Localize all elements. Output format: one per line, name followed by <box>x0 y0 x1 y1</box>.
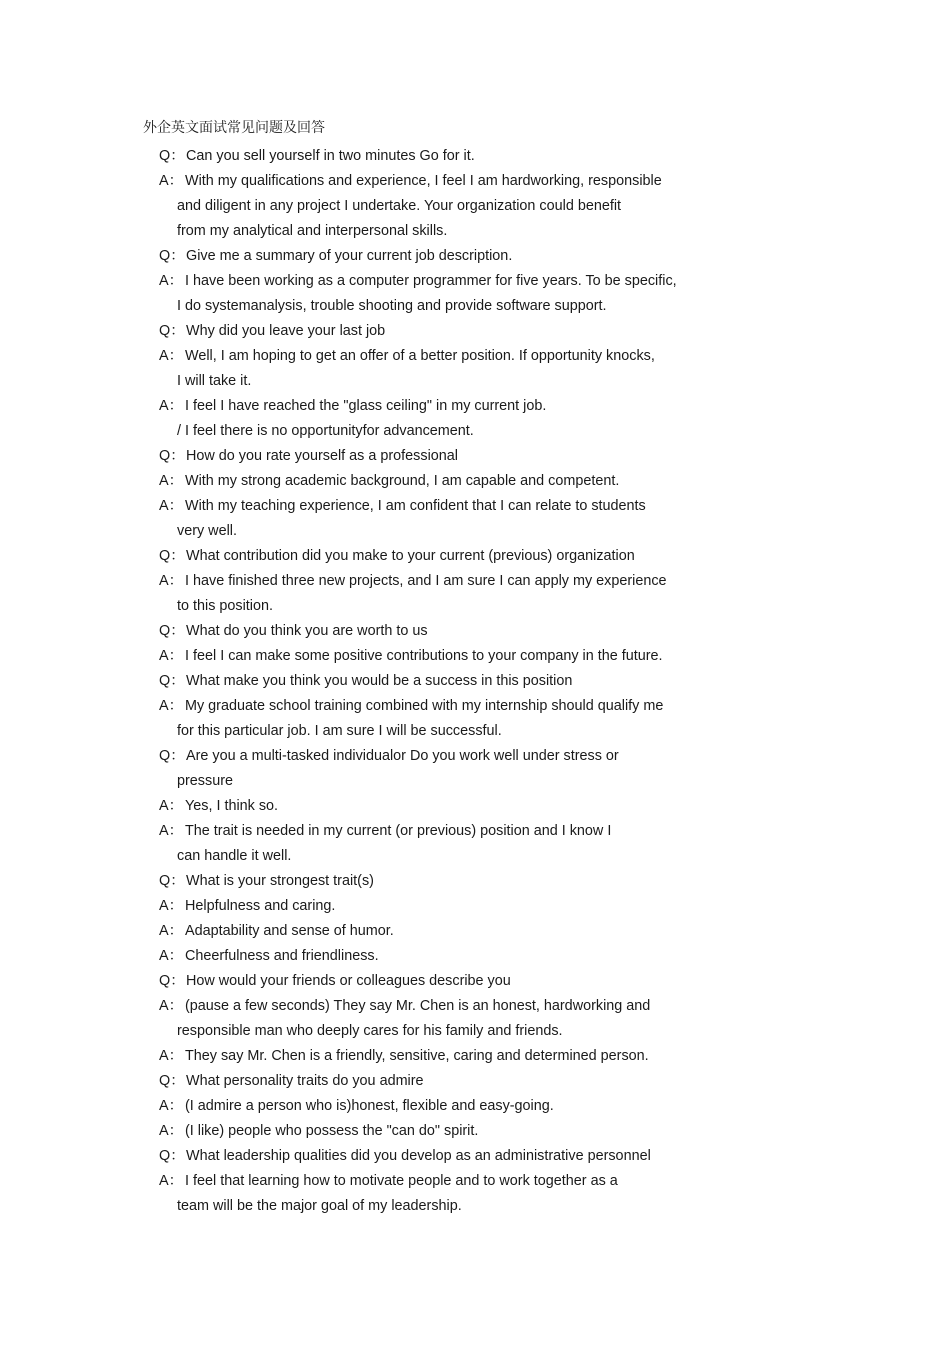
answer-prefix: A： <box>159 573 183 589</box>
entry-first-line <box>159 569 759 594</box>
entry-first-line <box>159 794 759 819</box>
question-text: What do you think you are worth to us <box>186 623 428 639</box>
question-item <box>159 969 759 994</box>
answer-text: I have been working as a computer programmer for five years. To be specific, <box>185 273 677 289</box>
answer-item <box>159 1094 759 1119</box>
entry-continuation-line <box>159 844 759 869</box>
entry-continuation-line <box>159 194 759 219</box>
entry-first-line <box>159 244 759 269</box>
question-text: What leadership qualities did you develop as an administrative personnel <box>186 1148 651 1164</box>
answer-item <box>159 494 759 544</box>
question-prefix: Q： <box>159 323 185 339</box>
answer-text: for this particular job. I am sure I will be successful. <box>177 723 502 739</box>
answer-prefix: A： <box>159 898 183 914</box>
answer-item <box>159 994 759 1044</box>
answer-item <box>159 469 759 494</box>
entry-first-line <box>159 619 759 644</box>
question-item <box>159 144 759 169</box>
answer-prefix: A： <box>159 998 183 1014</box>
question-prefix: Q： <box>159 448 185 464</box>
entry-first-line <box>159 494 759 519</box>
answer-prefix: A： <box>159 348 183 364</box>
question-prefix: Q： <box>159 748 185 764</box>
answer-item <box>159 569 759 619</box>
answer-prefix: A： <box>159 798 183 814</box>
answer-text: / I feel there is no opportunityfor advancement. <box>177 423 474 439</box>
question-item <box>159 1069 759 1094</box>
entry-continuation-line <box>159 594 759 619</box>
question-item <box>159 619 759 644</box>
answer-text: and diligent in any project I undertake. Your organization could benefit <box>177 198 622 214</box>
answer-text: responsible man who deeply cares for his family and friends. <box>177 1023 563 1039</box>
question-item <box>159 669 759 694</box>
answer-text: My graduate school training combined with my internship should qualify me <box>185 698 664 714</box>
question-item <box>159 544 759 569</box>
question-prefix: Q： <box>159 1148 185 1164</box>
entry-first-line <box>159 1094 759 1119</box>
answer-text: I feel I can make some positive contributions to your company in the future. <box>185 648 663 664</box>
question-text: What personality traits do you admire <box>186 1073 424 1089</box>
answer-item <box>159 944 759 969</box>
entry-continuation-line <box>159 419 759 444</box>
qa-list <box>159 144 759 1219</box>
answer-text: I feel I have reached the "glass ceiling" in my current job. <box>185 398 547 414</box>
question-text: What is your strongest trait(s) <box>186 873 374 889</box>
entry-first-line <box>159 1119 759 1144</box>
question-text: How would your friends or colleagues describe you <box>186 973 511 989</box>
question-item <box>159 1144 759 1169</box>
answer-prefix: A： <box>159 1048 183 1064</box>
question-prefix: Q： <box>159 548 185 564</box>
entry-continuation-line <box>159 519 759 544</box>
entry-continuation-line <box>159 1194 759 1219</box>
question-prefix: Q： <box>159 973 185 989</box>
question-prefix: Q： <box>159 673 185 689</box>
question-text: How do you rate yourself as a professional <box>186 448 458 464</box>
answer-item <box>159 894 759 919</box>
answer-text: team will be the major goal of my leadership. <box>177 1198 462 1214</box>
answer-prefix: A： <box>159 698 183 714</box>
entry-first-line <box>159 894 759 919</box>
answer-item <box>159 1044 759 1069</box>
answer-text: The trait is needed in my current (or previous) position and I know I <box>185 823 612 839</box>
entry-first-line <box>159 919 759 944</box>
question-item <box>159 244 759 269</box>
answer-text: (pause a few seconds) They say Mr. Chen is an honest, hardworking and <box>185 998 651 1014</box>
answer-prefix: A： <box>159 1173 183 1189</box>
answer-prefix: A： <box>159 398 183 414</box>
entry-first-line <box>159 869 759 894</box>
answer-item <box>159 169 759 244</box>
question-prefix: Q： <box>159 873 185 889</box>
answer-prefix: A： <box>159 648 183 664</box>
entry-first-line <box>159 344 759 369</box>
answer-item <box>159 1169 759 1219</box>
entry-first-line <box>159 669 759 694</box>
answer-prefix: A： <box>159 473 183 489</box>
question-prefix: Q： <box>159 248 185 264</box>
answer-text: I have finished three new projects, and I am sure I can apply my experience <box>185 573 667 589</box>
entry-first-line <box>159 1144 759 1169</box>
answer-text: I do systemanalysis, trouble shooting and provide software support. <box>177 298 607 314</box>
entry-continuation-line <box>159 769 759 794</box>
answer-text: (I like) people who possess the "can do" spirit. <box>185 1123 479 1139</box>
entry-continuation-line <box>159 369 759 394</box>
question-item <box>159 319 759 344</box>
answer-item <box>159 269 759 319</box>
document-title: 外企英文面试常见问题及回答 <box>143 120 325 136</box>
entry-continuation-line <box>159 719 759 744</box>
entry-first-line <box>159 694 759 719</box>
entry-first-line <box>159 969 759 994</box>
question-item <box>159 869 759 894</box>
answer-text: With my teaching experience, I am confident that I can relate to students <box>185 498 646 514</box>
answer-prefix: A： <box>159 923 183 939</box>
question-item <box>159 444 759 469</box>
answer-text: I feel that learning how to motivate people and to work together as a <box>185 1173 618 1189</box>
entry-first-line <box>159 319 759 344</box>
answer-prefix: A： <box>159 823 183 839</box>
question-text: Can you sell yourself in two minutes Go for it. <box>186 148 475 164</box>
question-text: What contribution did you make to your current (previous) organization <box>186 548 635 564</box>
answer-text: Cheerfulness and friendliness. <box>185 948 379 964</box>
question-text: Why did you leave your last job <box>186 323 386 339</box>
answer-text: I will take it. <box>177 373 252 389</box>
answer-item <box>159 644 759 669</box>
answer-text: They say Mr. Chen is a friendly, sensitive, caring and determined person. <box>185 1048 649 1064</box>
answer-prefix: A： <box>159 1123 183 1139</box>
entry-first-line <box>159 1169 759 1194</box>
question-text: Give me a summary of your current job description. <box>186 248 513 264</box>
answer-text: (I admire a person who is)honest, flexible and easy-going. <box>185 1098 554 1114</box>
entry-first-line <box>159 944 759 969</box>
answer-text: from my analytical and interpersonal skills. <box>177 223 448 239</box>
entry-first-line <box>159 994 759 1019</box>
answer-text: With my strong academic background, I am capable and competent. <box>185 473 620 489</box>
answer-text: Well, I am hoping to get an offer of a better position. If opportunity knocks, <box>185 348 655 364</box>
entry-first-line <box>159 1044 759 1069</box>
answer-text: Adaptability and sense of humor. <box>185 923 394 939</box>
answer-prefix: A： <box>159 498 183 514</box>
answer-prefix: A： <box>159 273 183 289</box>
answer-item <box>159 794 759 819</box>
entry-first-line <box>159 644 759 669</box>
entry-first-line <box>159 444 759 469</box>
answer-text: With my qualifications and experience, I feel I am hardworking, responsible <box>185 173 662 189</box>
answer-text: Helpfulness and caring. <box>185 898 336 914</box>
question-prefix: Q： <box>159 623 185 639</box>
answer-prefix: A： <box>159 948 183 964</box>
entry-first-line <box>159 269 759 294</box>
answer-item <box>159 394 759 444</box>
entry-first-line <box>159 394 759 419</box>
question-item <box>159 744 759 794</box>
answer-text: can handle it well. <box>177 848 292 864</box>
answer-text: very well. <box>177 523 237 539</box>
entry-continuation-line <box>159 294 759 319</box>
entry-continuation-line <box>159 219 759 244</box>
answer-item <box>159 1119 759 1144</box>
answer-prefix: A： <box>159 1098 183 1114</box>
entry-first-line <box>159 1069 759 1094</box>
entry-first-line <box>159 744 759 769</box>
entry-first-line <box>159 819 759 844</box>
answer-text: to this position. <box>177 598 273 614</box>
entry-continuation-line <box>159 1019 759 1044</box>
question-text: What make you think you would be a success in this position <box>186 673 573 689</box>
answer-prefix: A： <box>159 173 183 189</box>
question-text: Are you a multi-tasked individualor Do you work well under stress or <box>186 748 619 764</box>
answer-text: Yes, I think so. <box>185 798 279 814</box>
answer-item <box>159 919 759 944</box>
question-text: pressure <box>177 773 233 789</box>
answer-item <box>159 344 759 394</box>
entry-first-line <box>159 144 759 169</box>
entry-first-line <box>159 169 759 194</box>
entry-first-line <box>159 469 759 494</box>
answer-item <box>159 819 759 869</box>
question-prefix: Q： <box>159 1073 185 1089</box>
question-prefix: Q： <box>159 148 185 164</box>
answer-item <box>159 694 759 744</box>
entry-first-line <box>159 544 759 569</box>
